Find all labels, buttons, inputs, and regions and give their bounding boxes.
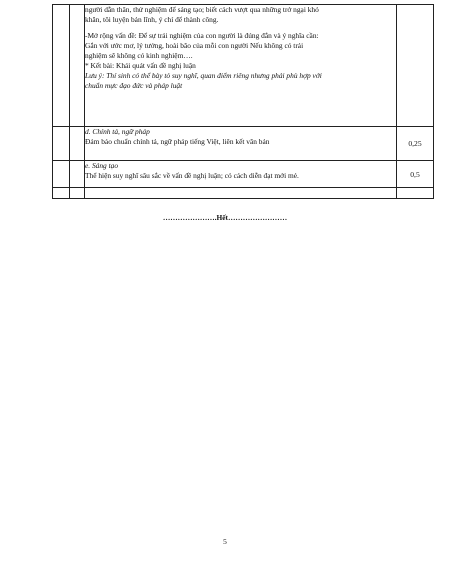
table-row xyxy=(53,5,434,127)
note-line: chuẩn mực đạo đức và pháp luật xyxy=(85,81,183,90)
criterion-text: Thể hiện suy nghĩ sâu sắc về vấn đề nghị luận; có cách diễn đạt mới mẻ. xyxy=(85,171,299,180)
empty-cell xyxy=(53,161,70,188)
score-cell xyxy=(397,5,434,127)
criterion-heading: e. Sáng tạo xyxy=(85,161,119,170)
text-line: -Mở rộng vấn đề: Để sự trải nghiệm của con người là đúng đắn và ý nghĩa cần: xyxy=(85,31,319,40)
table-row xyxy=(53,188,434,199)
text-line: Gắn với ước mơ, lý tưởng, hoài bão của mỗi con người Nếu không có trải xyxy=(85,41,304,50)
content-cell xyxy=(85,5,397,127)
score-cell: 0,25 xyxy=(397,127,434,161)
table-row xyxy=(53,127,434,161)
text-line: khăn, tôi luyện bản lĩnh, ý chí để thành công. xyxy=(85,15,219,24)
text-line: nghiệm sẽ không có kinh nghiệm…. xyxy=(85,51,193,60)
end-marker: ………………….Hết…………………… xyxy=(162,213,288,222)
empty-cell xyxy=(397,188,434,199)
empty-cell xyxy=(53,5,70,127)
criterion-text: Đảm bảo chuẩn chính tả, ngữ pháp tiếng Việt, liên kết văn bản xyxy=(85,137,270,146)
empty-cell xyxy=(53,188,70,199)
page-number: 5 xyxy=(223,537,227,546)
empty-cell xyxy=(70,127,85,161)
note-line: Lưu ý: Thí sinh có thể bày tỏ suy nghĩ, quan điểm riêng nhưng phải phù hợp với xyxy=(85,71,322,80)
text-line: người dẫn thân, thử nghiệm để sáng tạo; biết cách vượt qua những trở ngại khó xyxy=(85,5,319,14)
score-cell: 0,5 xyxy=(397,161,434,188)
empty-cell xyxy=(70,188,85,199)
criterion-heading: d. Chính tả, ngữ pháp xyxy=(85,127,150,136)
content-cell xyxy=(85,161,397,188)
empty-cell xyxy=(85,188,397,199)
table-row xyxy=(53,161,434,188)
text-line: * Kết bài: Khái quát vấn đề nghị luận xyxy=(85,61,196,70)
empty-cell xyxy=(70,161,85,188)
empty-cell xyxy=(70,5,85,127)
content-cell xyxy=(85,127,397,161)
empty-cell xyxy=(53,127,70,161)
scoring-table xyxy=(52,4,434,199)
